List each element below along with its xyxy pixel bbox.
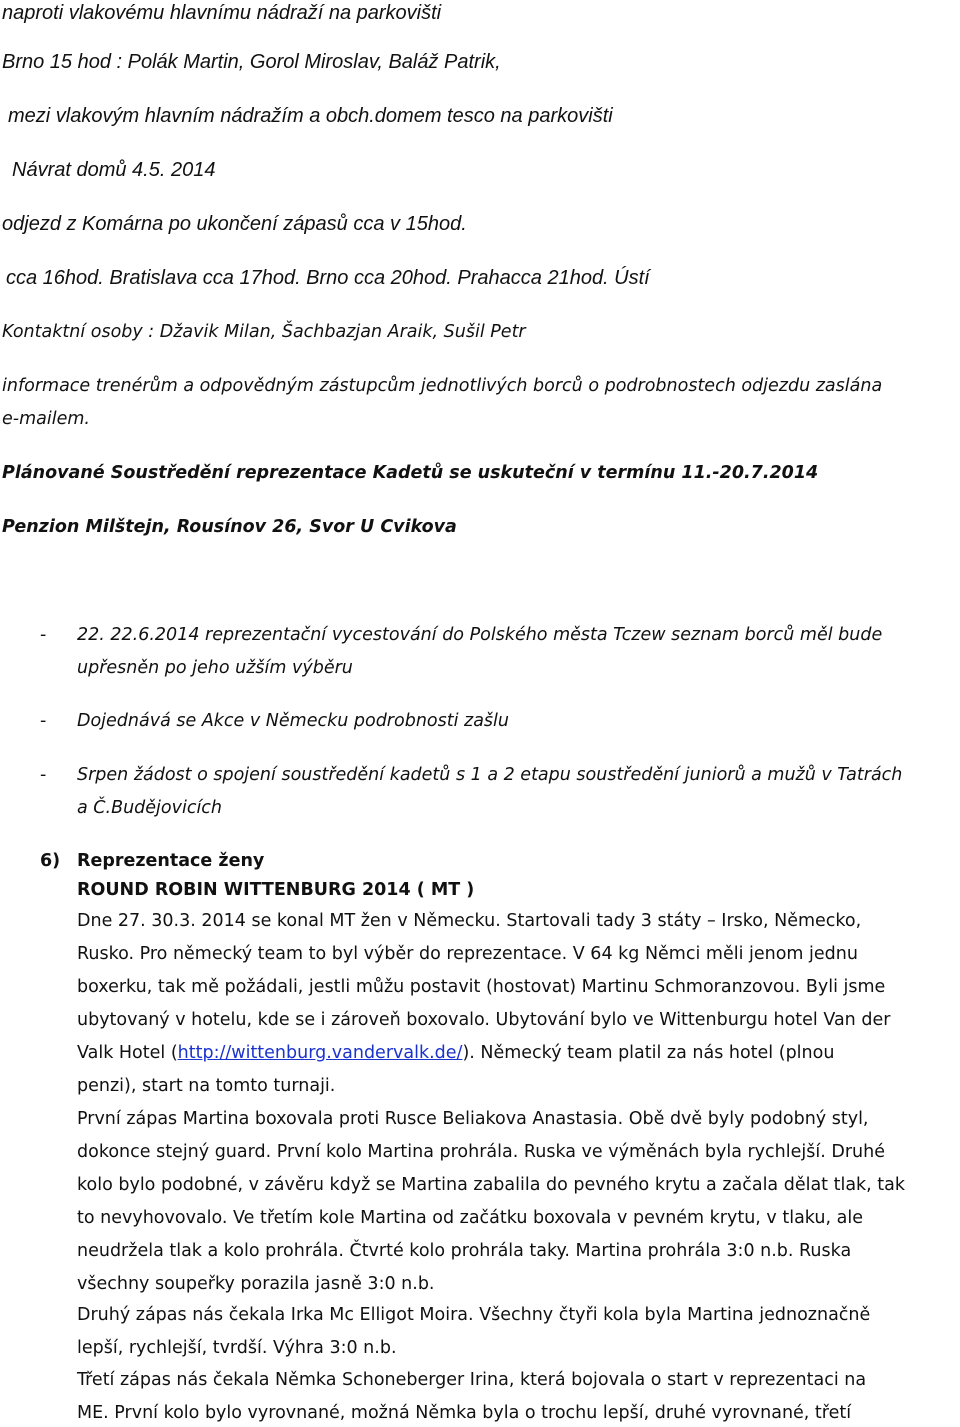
paragraph-line: penzi), start na tomto turnaji. xyxy=(77,1076,336,1096)
list-item-continued: a Č.Budějovicích xyxy=(77,798,223,818)
text-line: mezi vlakovým hlavním nádražím a obch.domem tesco na parkovišti xyxy=(8,105,613,127)
list-item: Dojednává se Akce v Německu podrobnosti zašlu xyxy=(77,711,509,731)
section-title: Reprezentace ženy xyxy=(77,851,265,871)
paragraph-line: dokonce stejný guard. První kolo Martina prohrála. Ruska ve výměnách byla rychlejší. Druhé xyxy=(77,1142,885,1162)
text-span: Valk Hotel ( xyxy=(77,1043,178,1063)
list-item-continued: upřesněn po jeho užším výběru xyxy=(77,658,353,678)
text-line: cca 16hod. Bratislava cca 17hod. Brno cca 20hod. Prahacca 21hod. Ústí xyxy=(6,267,650,289)
paragraph-line: Třetí zápas nás čekala Němka Schoneberger Irina, která bojovala o start v reprezentaci na xyxy=(77,1370,867,1390)
list-bullet: - xyxy=(40,765,47,785)
paragraph-line: neudržela tlak a kolo prohrála. Čtvrté kolo prohrála taky. Martina prohrála 3:0 n.b. Ruska xyxy=(77,1241,852,1261)
paragraph-line: První zápas Martina boxovala proti Rusce Beliakova Anastasia. Obě dvě byly podobný styl, xyxy=(77,1109,869,1129)
camp-location: Penzion Milštejn, Rousínov 26, Svor U Cvikova xyxy=(2,517,457,537)
paragraph-line: Dne 27. 30.3. 2014 se konal MT žen v Německu. Startovali tady 3 státy – Irsko, Německo, xyxy=(77,911,862,931)
paragraph-line: ME. První kolo bylo vyrovnané, možná Němka byla o trochu lepší, druhé vyrovnané, třetí xyxy=(77,1403,852,1423)
text-line: Brno 15 hod : Polák Martin, Gorol Miroslav, Baláž Patrik, xyxy=(2,51,501,73)
paragraph-line: ubytovaný v hotelu, kde se i zároveň boxovalo. Ubytování bylo ve Wittenburgu hotel Van der xyxy=(77,1010,891,1030)
paragraph-line: lepší, rychlejší, tvrdší. Výhra 3:0 n.b. xyxy=(77,1338,397,1358)
list-item: 22. 22.6.2014 reprezentační vycestování do Polského města Tczew seznam borců měl bude xyxy=(77,625,883,645)
contacts-line: Kontaktní osoby : Džavik Milan, Šachbazjan Araik, Sušil Petr xyxy=(2,322,526,342)
paragraph-line: Rusko. Pro německý team to byl výběr do reprezentace. V 64 kg Němci měli jenom jednu xyxy=(77,944,858,964)
paragraph-line: Druhý zápas nás čekala Irka Mc Elligot Moira. Všechny čtyři kola byla Martina jednoznačně xyxy=(77,1305,871,1325)
paragraph-line: to nevyhovovalo. Ve třetím kole Martina od začátku boxovala v pevném krytu, v tlaku, ale xyxy=(77,1208,863,1228)
list-bullet: - xyxy=(40,711,47,731)
text-line: naproti vlakovému hlavnímu nádraží na parkovišti xyxy=(2,2,442,24)
paragraph-line xyxy=(77,1040,834,1066)
paragraph-line: všechny soupeřky porazila jasně 3:0 n.b. xyxy=(77,1274,435,1294)
text-line: e-mailem. xyxy=(2,409,90,429)
text-line: informace trenérům a odpovědným zástupcům jednotlivých borců o podrobnostech odjezdu zaslána xyxy=(2,376,883,396)
event-title: ROUND ROBIN WITTENBURG 2014 ( MT ) xyxy=(77,880,475,900)
hotel-link[interactable]: http://wittenburg.vandervalk.de/ xyxy=(177,1043,463,1063)
paragraph-line: kolo bylo podobné, v závěru když se Martina zabalila do pevného krytu a začala dělat tlak, tak xyxy=(77,1175,906,1195)
text-span: ). Německý team platil za nás hotel (plnou xyxy=(462,1043,835,1063)
camp-heading: Plánované Soustředění reprezentace Kadetů se uskuteční v termínu 11.-20.7.2014 xyxy=(2,463,819,483)
text-line: odjezd z Komárna po ukončení zápasů cca v 15hod. xyxy=(2,213,467,235)
list-item: Srpen žádost o spojení soustředění kadetů s 1 a 2 etapu soustředění juniorů a mužů v Tatrách xyxy=(77,765,903,785)
paragraph-line: boxerku, tak mě požádali, jestli můžu postavit (hostovat) Martinu Schmoranzovou. Byli jsme xyxy=(77,977,886,997)
list-bullet: - xyxy=(40,625,47,645)
text-line: Návrat domů 4.5. 2014 xyxy=(12,159,216,181)
section-number: 6) xyxy=(40,851,61,871)
